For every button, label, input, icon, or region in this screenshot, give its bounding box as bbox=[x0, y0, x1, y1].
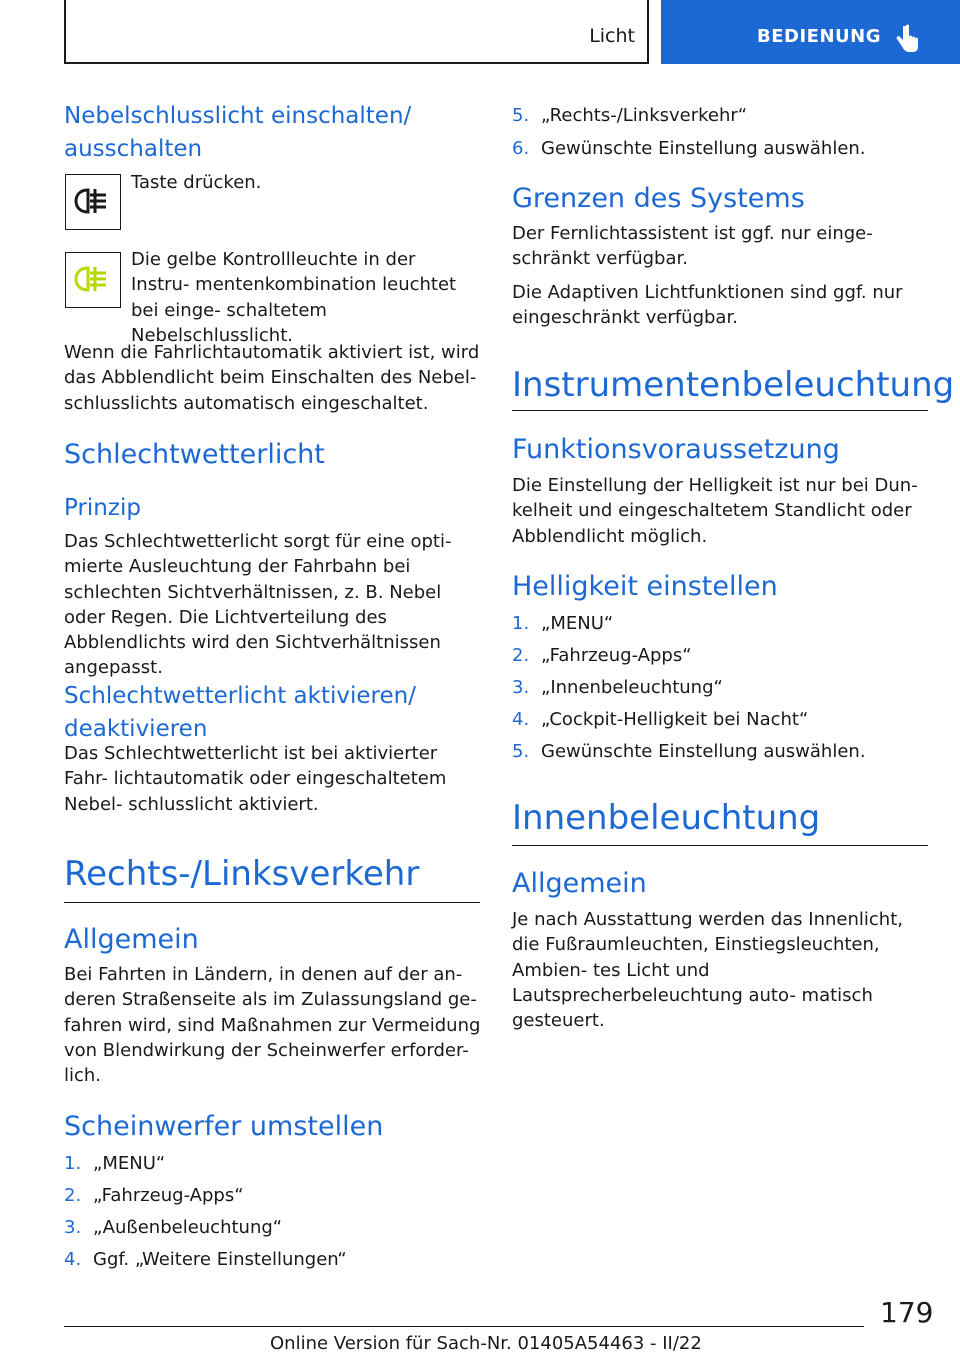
divider bbox=[512, 845, 928, 846]
divider bbox=[512, 410, 928, 411]
heading-schlechtwetterlicht: Schlechtwetterlicht bbox=[64, 439, 325, 470]
text-kontrollleuchte: Die gelbe Kontrollleuchte in der Instru- mentenkombination leuchtet bei einge- schaltetem Nebelschlusslicht. bbox=[131, 249, 457, 346]
heading-nebelschlusslicht: Nebelschlusslicht einschalten/ ausschalten bbox=[64, 103, 412, 162]
header-chapter-label: BEDIENUNG bbox=[757, 26, 881, 47]
text-grenzen-2: Die Adaptiven Lichtfunktionen sind ggf. nur eingeschränkt verfügbar. bbox=[512, 282, 903, 329]
text-allgemein-left: Bei Fahrten in Ländern, in denen auf der an- deren Straßenseite als im Zulassungsland ge- fahren wird, sind Maßnahmen zur Vermeidung von Blendwirkung der Scheinwerfer erforder- lich. bbox=[64, 964, 481, 1087]
page-number: 179 bbox=[880, 1296, 934, 1329]
heading-innenbeleuchtung: Innenbeleuchtung bbox=[512, 798, 821, 838]
heading-allgemein-left: Allgemein bbox=[64, 924, 199, 955]
heading-prinzip: Prinzip bbox=[64, 495, 141, 521]
hand-pointer-icon bbox=[894, 24, 920, 54]
header-section-box bbox=[64, 0, 649, 64]
text-fahrlichtautomatik: Wenn die Fahrlichtautomatik aktiviert ist, wird das Abblendlicht beim Einschalten des Nebel- schlusslichts automatisch eingeschaltet. bbox=[64, 342, 480, 414]
fog-light-button-icon bbox=[65, 174, 121, 230]
footer-text: Online Version für Sach-Nr. 01405A54463 - II/22 bbox=[270, 1333, 702, 1354]
text-taste: Taste drücken. bbox=[131, 172, 262, 193]
header-section-title: Licht bbox=[589, 25, 635, 47]
header-chapter-box[interactable] bbox=[661, 0, 960, 64]
heading-grenzen: Grenzen des Systems bbox=[512, 183, 805, 214]
heading-helligkeit: Helligkeit einstellen bbox=[512, 571, 778, 602]
heading-aktivieren: Schlechtwetterlicht aktivieren/ deaktivieren bbox=[64, 683, 416, 742]
text-aktivieren: Das Schlechtwetterlicht ist bei aktivierter Fahr- lichtautomatik oder eingeschaltetem Nebel- schlusslicht aktiviert. bbox=[64, 743, 447, 815]
heading-funktionsvoraussetzung: Funktionsvoraussetzung bbox=[512, 434, 840, 465]
footer-divider bbox=[64, 1326, 864, 1327]
text-prinzip: Das Schlechtwetterlicht sorgt für eine opti- mierte Ausleuchtung der Fahrbahn bei schlechten Sichtverhältnissen, z. B. Nebel oder Regen. Die Lichtverteilung des Abblendlichts wird den Sichtverhältnissen angepasst. bbox=[64, 531, 452, 679]
text-grenzen-1: Der Fernlichtassistent ist ggf. nur einge- schränkt verfügbar. bbox=[512, 223, 873, 270]
heading-instrumentenbeleuchtung: Instrumentenbeleuchtung bbox=[512, 365, 955, 405]
divider bbox=[64, 902, 480, 903]
heading-allgemein-right: Allgemein bbox=[512, 868, 647, 899]
heading-scheinwerfer-umstellen: Scheinwerfer umstellen bbox=[64, 1111, 384, 1142]
text-funktionsvoraussetzung: Die Einstellung der Helligkeit ist nur bei Dun- kelheit und eingeschaltetem Standlicht oder Abblendlicht möglich. bbox=[512, 475, 918, 547]
fog-light-indicator-icon bbox=[65, 252, 121, 308]
heading-rechts-linksverkehr: Rechts-/Linksverkehr bbox=[64, 854, 420, 894]
text-allgemein-right: Je nach Ausstattung werden das Innenlicht, die Fußraumleuchten, Einstiegsleuchten, Ambien- tes Licht und Lautsprecherbeleuchtung auto- matisch gesteuert. bbox=[512, 909, 903, 1032]
